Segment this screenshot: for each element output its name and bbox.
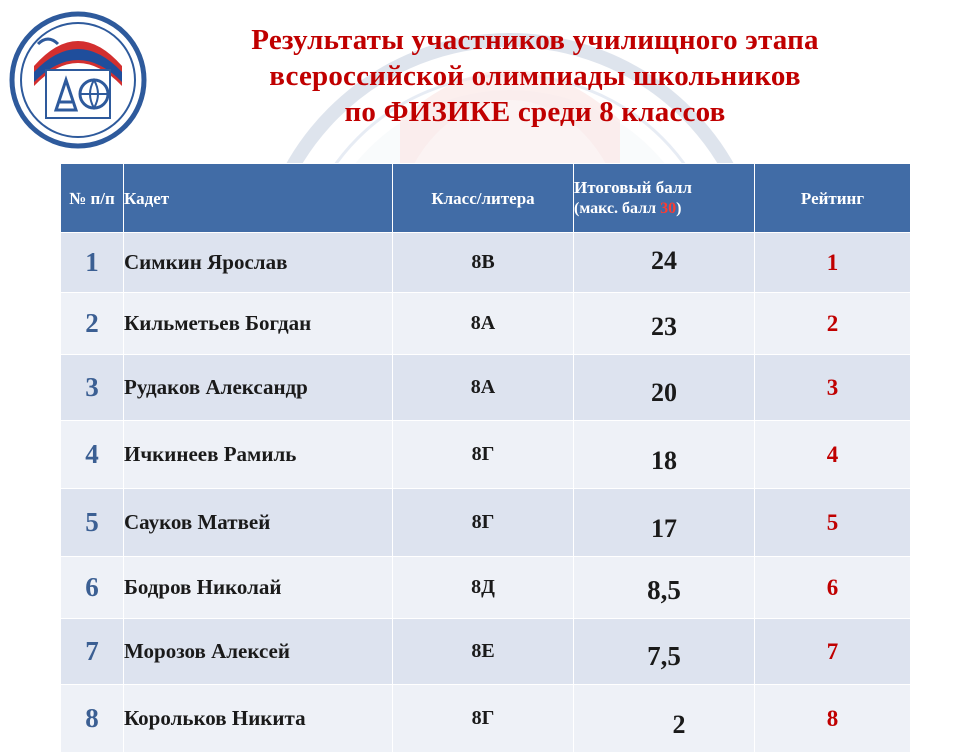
cell-number: 3 — [61, 355, 124, 421]
table-row — [61, 233, 911, 293]
cell-cadet: Кильметьев Богдан — [124, 293, 393, 355]
cell-score: 8,5 — [574, 557, 755, 619]
table-body — [61, 233, 911, 753]
cell-cadet: Рудаков Александр — [124, 355, 393, 421]
cell-number: 2 — [61, 293, 124, 355]
header-rating: Рейтинг — [755, 164, 911, 233]
cell-rating: 2 — [755, 293, 911, 355]
cell-class: 8Г — [393, 489, 574, 557]
title-line-3: по ФИЗИКЕ среди 8 классов — [344, 96, 726, 128]
cell-score: 23 — [574, 293, 755, 355]
header-cadet: Кадет — [124, 164, 393, 233]
cell-rating: 1 — [755, 233, 911, 293]
cell-rating: 4 — [755, 421, 911, 489]
cell-class: 8Г — [393, 685, 574, 753]
header-number: № п/п — [61, 164, 124, 233]
cell-class: 8Г — [393, 421, 574, 489]
results-table — [60, 163, 911, 753]
cell-rating: 3 — [755, 355, 911, 421]
cell-number: 1 — [61, 233, 124, 293]
cell-score: 20 — [574, 355, 755, 421]
cell-rating: 5 — [755, 489, 911, 557]
cell-class: 8Е — [393, 619, 574, 685]
cell-score: 18 — [574, 421, 755, 489]
cell-score: 17 — [574, 489, 755, 557]
table-row — [61, 355, 911, 421]
cell-score: 2 — [574, 685, 755, 753]
header-score-label: Итоговый балл — [574, 178, 692, 197]
cell-number: 5 — [61, 489, 124, 557]
table-row — [61, 557, 911, 619]
cell-score: 7,5 — [574, 619, 755, 685]
table-row — [61, 293, 911, 355]
olympiad-logo — [8, 10, 148, 150]
header-score-max-value: 30 — [660, 200, 677, 217]
cell-cadet: Симкин Ярослав — [124, 233, 393, 293]
page-title — [130, 22, 940, 130]
cell-cadet: Корольков Никита — [124, 685, 393, 753]
cell-number: 8 — [61, 685, 124, 753]
cell-class: 8А — [393, 355, 574, 421]
cell-cadet: Морозов Алексей — [124, 619, 393, 685]
table-header — [61, 164, 911, 233]
table-header-row — [61, 164, 911, 233]
header-score-max-prefix: (макс. балл — [574, 200, 661, 217]
cell-cadet: Ичкинеев Рамиль — [124, 421, 393, 489]
cell-class: 8А — [393, 293, 574, 355]
cell-number: 6 — [61, 557, 124, 619]
cell-cadet: Сауков Матвей — [124, 489, 393, 557]
cell-rating: 7 — [755, 619, 911, 685]
cell-number: 7 — [61, 619, 124, 685]
title-line-1: Результаты участников училищного этапа — [251, 24, 819, 56]
table-row — [61, 421, 911, 489]
cell-rating: 6 — [755, 557, 911, 619]
cell-class: 8Д — [393, 557, 574, 619]
title-line-2: всероссийской олимпиады школьников — [269, 60, 801, 92]
header-score-max — [574, 198, 754, 219]
table-row — [61, 489, 911, 557]
cell-number: 4 — [61, 421, 124, 489]
header-score — [574, 164, 755, 233]
cell-cadet: Бодров Николай — [124, 557, 393, 619]
header-class: Класс/литера — [393, 164, 574, 233]
table-row — [61, 685, 911, 753]
results-table-container — [60, 163, 905, 753]
header-score-max-suffix: ) — [676, 200, 682, 217]
cell-score: 24 — [574, 233, 755, 293]
table-row — [61, 619, 911, 685]
cell-rating: 8 — [755, 685, 911, 753]
cell-class: 8В — [393, 233, 574, 293]
